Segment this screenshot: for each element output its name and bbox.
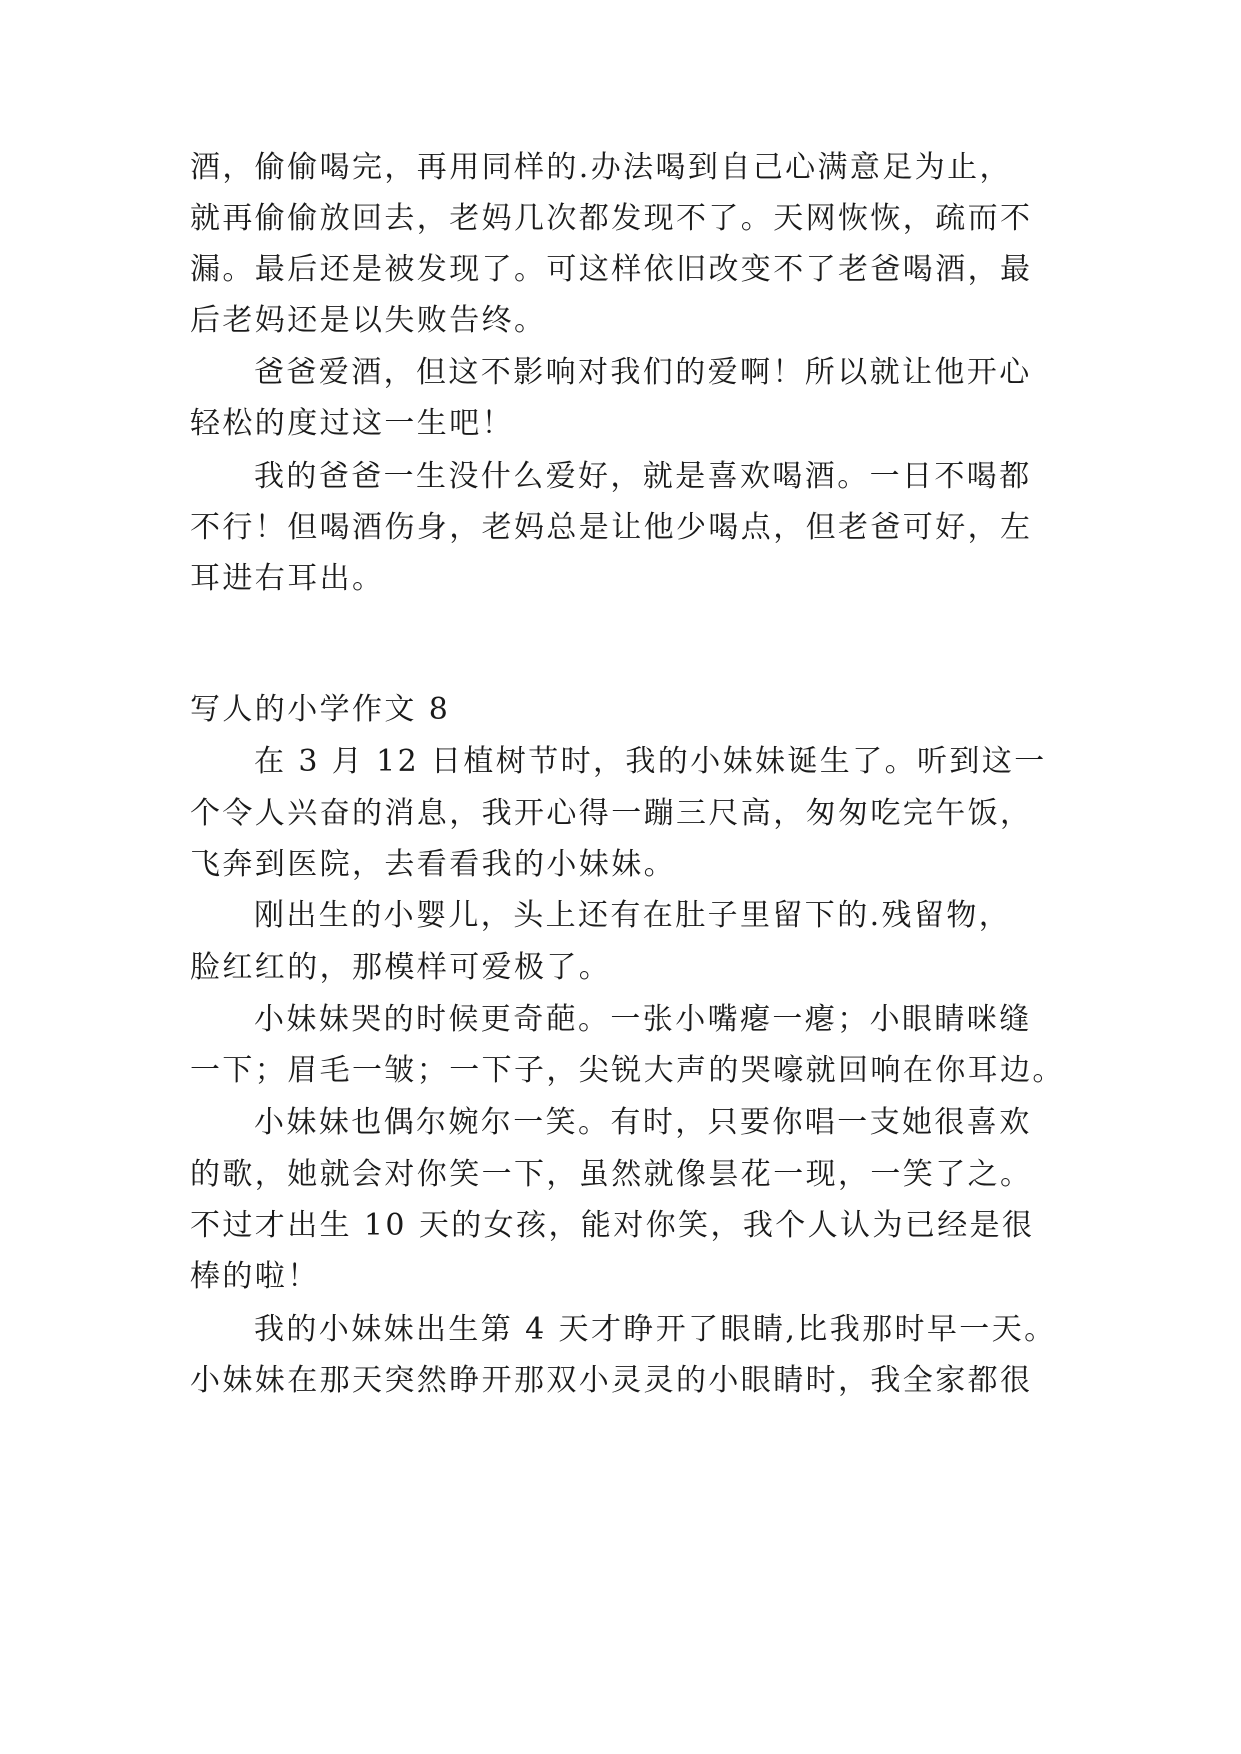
text-line: 不行！但喝酒伤身，老妈总是让他少喝点，但老爸可好，左 <box>190 510 1033 545</box>
text-line: 就再偷偷放回去，老妈几次都发现不了。天网恢恢，疏而不 <box>190 201 1033 236</box>
text-line: 我的小妹妹出生第 4 天才睁开了眼睛,比我那时早一天。 <box>254 1312 1057 1347</box>
text-line: 耳进右耳出。 <box>190 561 385 596</box>
section-title: 写人的小学作文 8 <box>190 692 451 727</box>
text-line: 小妹妹也偶尔婉尔一笑。有时，只要你唱一支她很喜欢 <box>254 1105 1032 1140</box>
text-line: 酒，偷偷喝完，再用同样的.办法喝到自己心满意足为止， <box>190 150 1012 185</box>
text-line: 不过才出生 10 天的女孩，能对你笑，我个人认为已经是很 <box>190 1208 1035 1243</box>
text-line: 轻松的度过这一生吧！ <box>190 406 514 441</box>
text-line: 小妹妹哭的时候更奇葩。一张小嘴瘪一瘪；小眼睛咪缝 <box>254 1002 1032 1037</box>
text-line: 爸爸爱酒，但这不影响对我们的爱啊！所以就让他开心 <box>254 355 1032 390</box>
text-line: 个令人兴奋的消息，我开心得一蹦三尺高，匆匆吃完午饭， <box>190 796 1033 831</box>
text-line: 漏。最后还是被发现了。可这样依旧改变不了老爸喝酒，最 <box>190 252 1033 287</box>
text-line: 飞奔到医院，去看看我的小妹妹。 <box>190 847 676 882</box>
text-line: 我的爸爸一生没什么爱好，就是喜欢喝酒。一日不喝都 <box>254 459 1032 494</box>
text-line: 刚出生的小婴儿，头上还有在肚子里留下的.残留物， <box>254 898 1012 933</box>
text-line: 在 3 月 12 日植树节时，我的小妹妹诞生了。听到这一 <box>254 744 1047 779</box>
text-line: 后老妈还是以失败告终。 <box>190 303 547 338</box>
text-line: 脸红红的，那模样可爱极了。 <box>190 950 612 985</box>
text-line: 小妹妹在那天突然睁开那双小灵灵的小眼睛时，我全家都很 <box>190 1363 1033 1398</box>
text-line: 的歌，她就会对你笑一下，虽然就像昙花一现，一笑了之。 <box>190 1157 1033 1192</box>
text-line: 一下；眉毛一皱；一下子，尖锐大声的哭嚎就回响在你耳边。 <box>190 1053 1065 1088</box>
text-line: 棒的啦！ <box>190 1259 320 1294</box>
